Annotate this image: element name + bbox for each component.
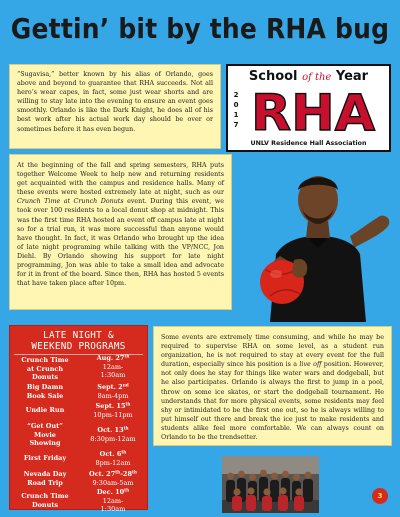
event-date-suffix: nd	[122, 382, 129, 388]
event-date-suffix: th	[115, 469, 121, 475]
event-name	[12, 422, 78, 448]
logo-year-digit: 2	[233, 91, 239, 99]
events-heading-line: WEEKEND PROGRAMS	[31, 341, 126, 352]
welcome-week-text-1: At the beginning of the fall and spring semesters, RHA puts together Welcome Week to help new and returning residents get acquainted with the campus and residence halls. Many of these events were hosted extremely late at night, such as our	[17, 162, 224, 197]
event-time: 8pm-12am	[95, 458, 131, 467]
commitment-text-box	[153, 326, 392, 446]
event-time: 1:30am	[100, 505, 126, 514]
event-name-line: Donuts	[31, 500, 59, 509]
event-name	[12, 356, 78, 382]
page-number: 3	[372, 488, 388, 504]
event-date-text: Dec. 10	[96, 488, 125, 496]
event-name-line: Showing	[29, 439, 61, 448]
event-date-text: Oct. 27	[89, 470, 116, 478]
event-date	[80, 450, 146, 467]
event-name-line: Nevada Day	[23, 470, 67, 478]
event-time: 10pm-11pm	[93, 410, 133, 419]
event-time: 1:30am	[100, 371, 126, 380]
event-name-line: First Friday	[23, 454, 67, 462]
event-date	[80, 383, 146, 400]
event-name-line: Book Sale	[26, 391, 64, 400]
event-date-suffix: th	[131, 469, 137, 475]
commitment-text-2: position. However, not only does he stay for things like water wars and dodgeball, but he also participates. Orlando is always the first to jump in a pool, throw on some ice skates, or start the dodgeball tournament. He understands that for more physical events, some residents may feel shy or intimidated to be the first one out, so he is always willing to put himself out there and break the ice just to make residents and students alike feel more comfortable. We can always count on Orlando to be the trendsetter.	[161, 361, 384, 442]
welcome-week-emphasis: Crunch Time at Crunch Donuts	[17, 198, 124, 206]
event-date-end: -28	[120, 470, 132, 478]
event-name	[12, 454, 78, 463]
events-heading	[10, 330, 147, 352]
event-name	[12, 470, 78, 487]
intro-paragraph: “Sugavisa,” better known by his alias of Orlando, goes above and beyond to guarantee that RHA succeeds. Not all hero’s wear capes, in fact, some just wear shorts and are willing to stay late into the evening to ensure an event goes smoothly. Orlando is like the Dark Knight, he does all of his best work after his actual work day should be over or sometimes before it has even begun.	[17, 71, 213, 133]
event-name-line: Road Trip	[27, 478, 63, 487]
event-date-suffix: th	[121, 449, 127, 455]
event-name	[12, 492, 78, 509]
logo-association: UNLV Residence Hall Association	[250, 140, 367, 147]
logo-year-word: Year	[335, 69, 369, 84]
rha-logo-mark	[248, 88, 378, 134]
welcome-week-paragraph	[17, 161, 224, 288]
event-name-line: Crunch Time	[21, 492, 69, 500]
event-date-suffix: th	[123, 425, 129, 431]
logo-heading	[228, 69, 389, 84]
event-date-text: Sept. 15	[95, 402, 126, 410]
event-date-suffix: th	[125, 401, 131, 407]
event-date-suffix: th	[124, 487, 130, 493]
page-title: Gettin’ bit by the RHA bug	[10, 12, 390, 45]
group-photo	[222, 456, 319, 513]
logo-rha-text: RHA	[251, 88, 376, 134]
event-name-line: “Get Out”	[27, 422, 63, 430]
event-name	[12, 406, 78, 415]
event-date	[80, 470, 146, 487]
event-time: 12am-	[102, 362, 124, 371]
logo-year-digit: 7	[233, 121, 239, 129]
event-date	[80, 426, 146, 443]
late-night-programs-box	[9, 325, 148, 514]
event-time: 8:30pm-12am	[90, 434, 136, 443]
logo-year-digit: 0	[233, 101, 239, 109]
event-name-line: at Crunch	[26, 364, 64, 373]
event-name-line: Undie Run	[25, 406, 65, 414]
commitment-emphasis: live off	[299, 361, 322, 369]
welcome-week-text-box	[9, 154, 232, 310]
event-date	[80, 354, 146, 380]
event-time: 12am-	[102, 496, 124, 505]
logo-year-digits	[232, 90, 240, 130]
intro-text-box	[9, 64, 221, 149]
logo-school: School	[248, 69, 298, 84]
event-date	[80, 488, 146, 514]
event-date	[80, 402, 146, 419]
commitment-text-1: Some events are extremely time consuming, and while he may be required to supervise RHA on some level, as a student run organization, he is not required to stay at every event for the full duration, especially since his position is a	[161, 334, 384, 369]
event-date-text: Oct. 6	[99, 450, 122, 458]
event-name	[12, 383, 78, 400]
event-date-text: Aug. 27	[96, 354, 125, 362]
school-of-the-year-logo	[226, 64, 391, 152]
logo-year-digit: 1	[233, 111, 239, 119]
orlando-photo	[236, 156, 396, 322]
event-name-line: Movie	[34, 430, 56, 439]
events-heading-line: LATE NIGHT &	[43, 330, 114, 341]
commitment-paragraph	[161, 333, 384, 442]
event-date-suffix: th	[124, 353, 130, 359]
event-date-text: Oct. 13	[97, 426, 124, 434]
event-date-text: Sept. 2	[97, 383, 123, 391]
welcome-week-text-2: event. During this event, we took over 100 residents to a local donut shop at midnight. This was the first time RHA hosted an event off campus late at night so for a trial run, it was more successful than anyone would have thought. In fact, it was Orlando who brought up the idea of late night programing while talking with the VP/NCC, Jon Diehl. By Orlando showing his support for late night programming, Jon was able to take a small idea and advocate for it in front of the board. Since then, RHA has hosted 5 events that have taken place after 10pm.	[17, 198, 224, 288]
event-name-line: Big Damn	[26, 383, 64, 391]
event-name-line: Crunch Time	[21, 356, 69, 364]
event-time: 9:30am-5am	[92, 478, 134, 487]
event-time: 8am-4pm	[97, 391, 129, 400]
logo-of-the: of the	[302, 72, 332, 83]
event-name-line: Donuts	[31, 373, 59, 382]
